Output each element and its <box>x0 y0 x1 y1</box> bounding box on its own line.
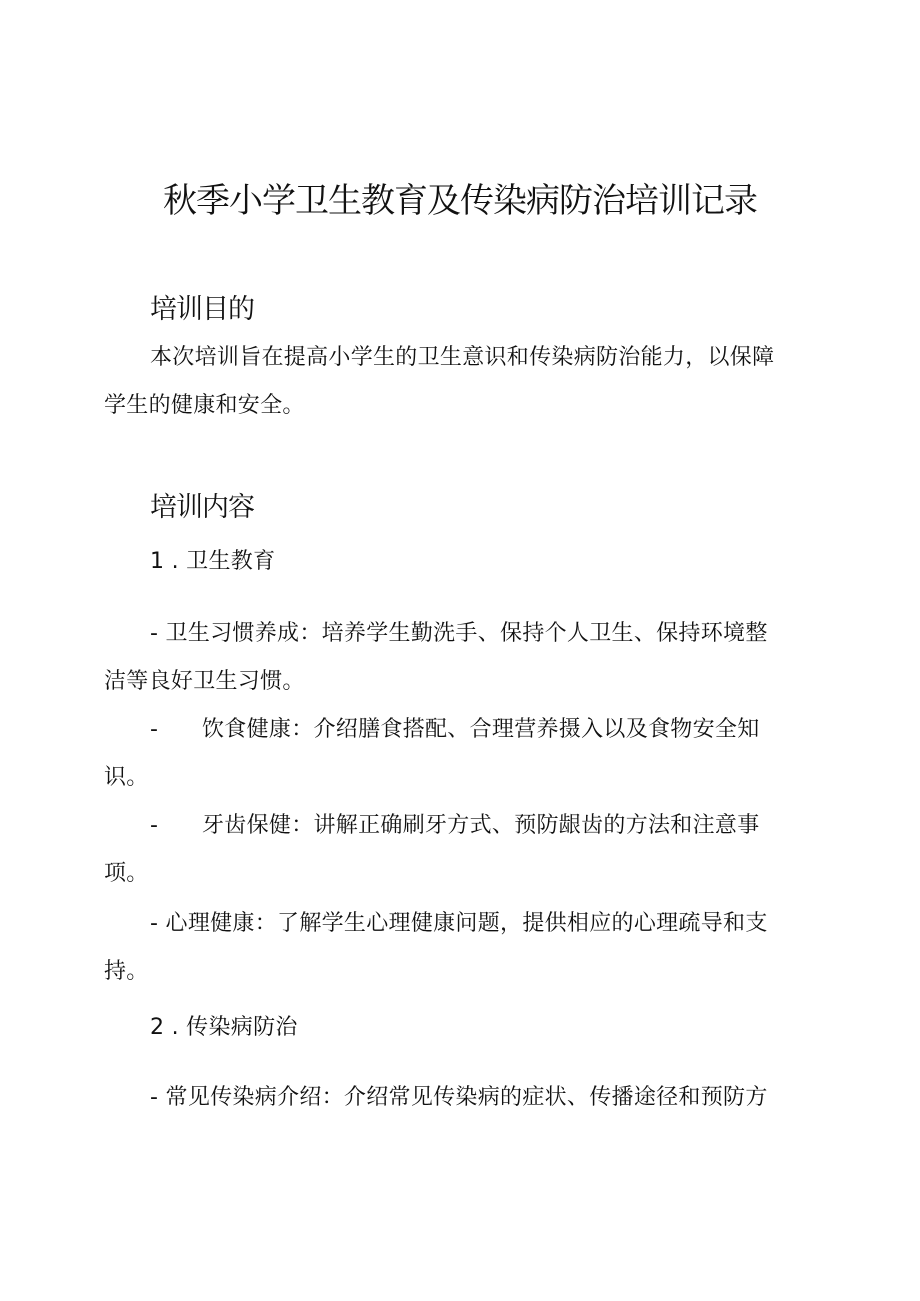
list-item-mental-health <box>104 900 804 996</box>
list-item-line: 持。 <box>104 959 149 984</box>
purpose-paragraph <box>104 334 804 430</box>
list-item-text: 饮食健康：介绍膳食搭配、合理营养摄入以及食物安全知 <box>202 717 760 742</box>
list-item-common-diseases <box>104 1074 804 1122</box>
dash-marker: - <box>150 813 159 838</box>
list-item-line: 洁等良好卫生习惯。 <box>104 669 305 694</box>
list-item-line <box>104 802 804 850</box>
list-item-dental-care <box>104 802 804 898</box>
dash-marker: - <box>150 717 159 742</box>
list-item-hygiene-habits <box>104 610 804 706</box>
list-item-line: 识。 <box>104 765 149 790</box>
paragraph-line: 学生的健康和安全。 <box>104 393 305 418</box>
list-item-text: 牙齿保健：讲解正确刷牙方式、预防龈齿的方法和注意事 <box>202 813 760 838</box>
list-item-line: - 常见传染病介绍：介绍常见传染病的症状、传播途径和预防方 <box>150 1085 768 1110</box>
list-item-diet-health <box>104 706 804 802</box>
section-heading-content: 培训内容 <box>150 492 254 523</box>
list-item-line: 项。 <box>104 861 149 886</box>
subsection-hygiene-education: 1 . 卫生教育 <box>150 549 276 574</box>
subsection-disease-prevention: 2 . 传染病防治 <box>150 1015 298 1040</box>
paragraph-line: 本次培训旨在提高小学生的卫生意识和传染病防治能力，以保障 <box>150 345 775 370</box>
document-title: 秋季小学卫生教育及传染病防治培训记录 <box>163 181 757 221</box>
list-item-line <box>104 706 804 754</box>
section-heading-purpose: 培训目的 <box>150 294 254 325</box>
list-item-line: - 卫生习惯养成：培养学生勤洗手、保持个人卫生、保持环境整 <box>150 621 768 646</box>
list-item-line: - 心理健康：了解学生心理健康问题，提供相应的心理疏导和支 <box>150 911 768 936</box>
